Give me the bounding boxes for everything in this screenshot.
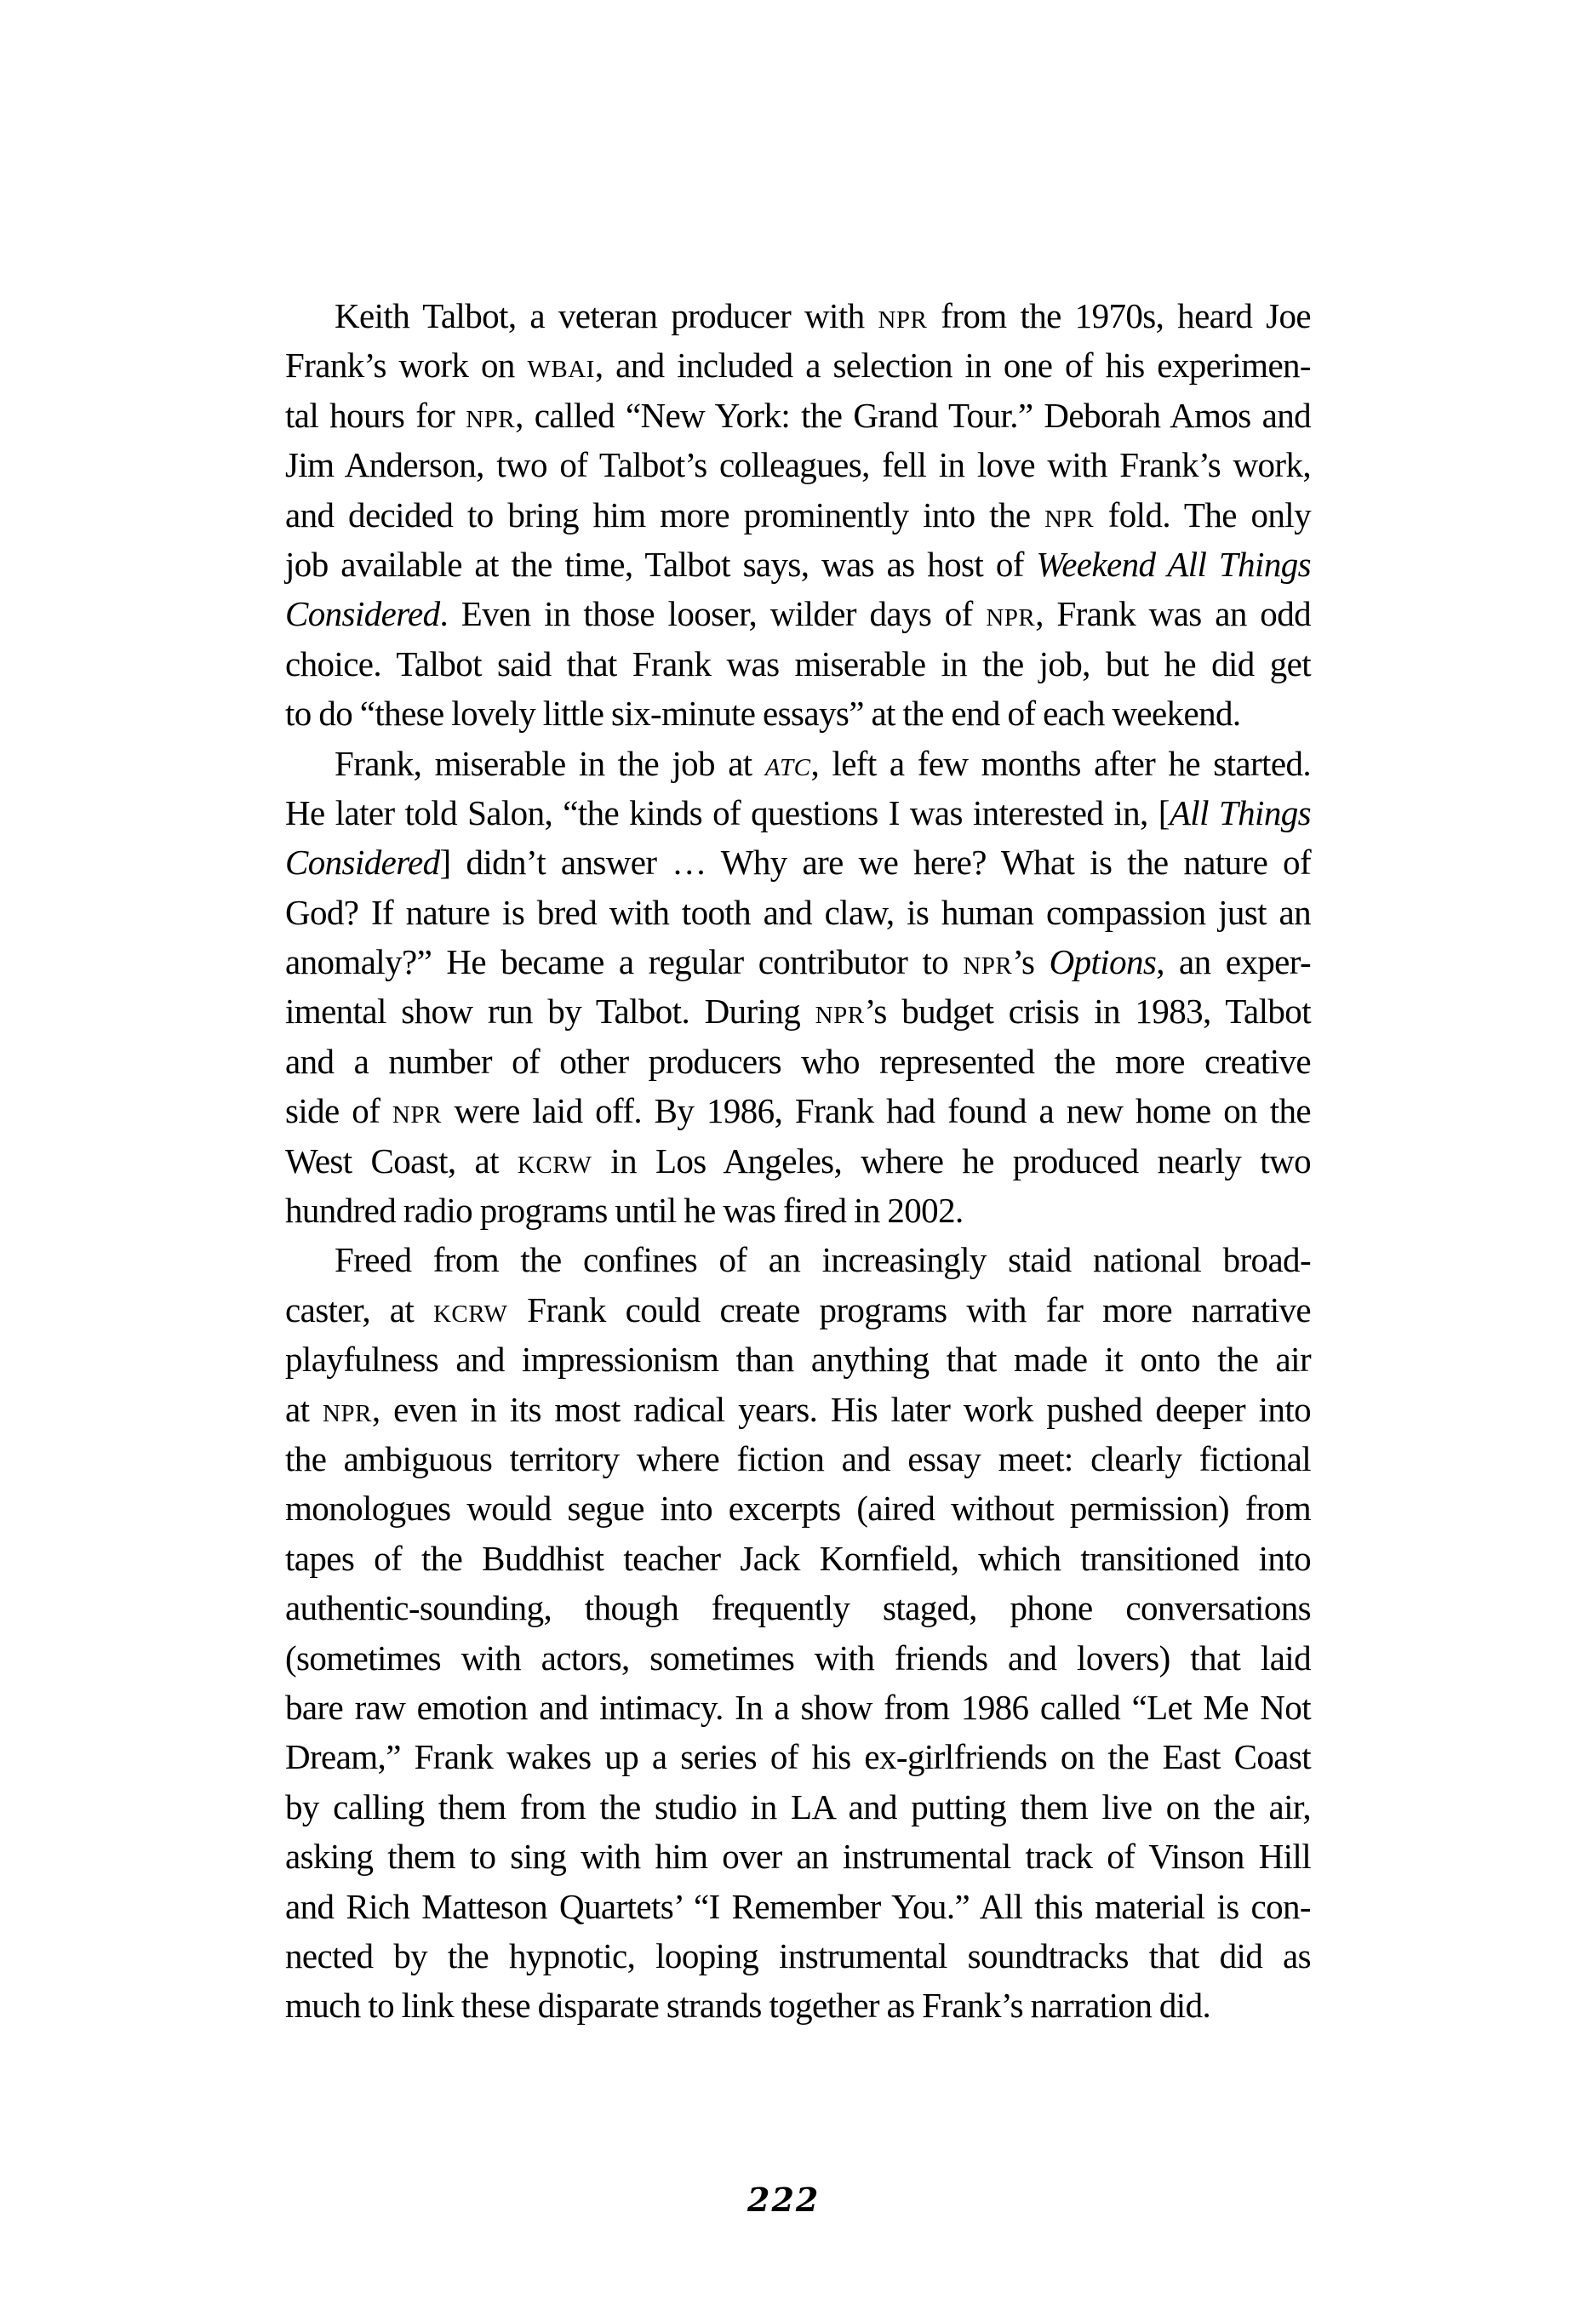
small-caps-text: npr (963, 942, 1013, 982)
italic-text: Weekend All Things (1036, 544, 1311, 584)
text-run: , Frank was an odd (1035, 594, 1311, 634)
small-caps-text: npr (322, 1389, 372, 1429)
text-run: to do “these lovely little six-minute essays” at the end of each weekend. (285, 694, 1241, 734)
text-line (285, 589, 1311, 638)
text-run: He later told Salon, “the kinds of questions I was interested in, [ (285, 792, 1170, 832)
text-run: , even in its most radical years. His later work pushed deeper into (371, 1389, 1312, 1429)
italic-text: Options (1049, 942, 1157, 982)
text-run: monologues would segue into excerpts (aired without permission) from (285, 1489, 1311, 1529)
text-line (285, 1633, 1311, 1683)
text-run: Frank’s work on (285, 346, 528, 386)
paragraph (285, 739, 1311, 1236)
text-run: asking them to sing with him over an instrumental track of Vinson Hill (285, 1837, 1311, 1877)
text-run: Frank could create programs with far more narrative (507, 1289, 1311, 1329)
text-line (285, 1385, 1311, 1434)
text-line (285, 837, 1311, 887)
text-run: in Los Angeles, where he produced nearly two (592, 1140, 1311, 1180)
text-line (285, 1832, 1311, 1881)
text-run: (sometimes with actors, sometimes with friends and lovers) that laid (285, 1638, 1311, 1678)
text-run: the ambiguous territory where fiction and essay meet: clearly fictional (285, 1438, 1311, 1478)
text-line (285, 639, 1311, 689)
text-run: Keith Talbot, a veteran producer with (335, 296, 878, 335)
text-line (285, 1235, 1311, 1284)
text-line (285, 1683, 1311, 1732)
small-caps-text: npr (1044, 494, 1095, 534)
small-caps-text: atc (764, 743, 811, 783)
italic-text: All Things (1169, 792, 1312, 832)
text-run: and decided to bring him more prominently into the (285, 494, 1045, 534)
text-line (285, 1335, 1311, 1384)
body-text (285, 291, 1311, 2031)
small-caps-text: npr (815, 992, 865, 1032)
text-line (285, 986, 1311, 1036)
text-run: at (285, 1389, 323, 1429)
text-run: imental show run by Talbot. During (285, 992, 815, 1032)
text-run: ] didn’t answer … Why are we here? What is the nature of (439, 843, 1311, 883)
text-run: much to link these disparate strands together as Frank’s narration did. (285, 1986, 1211, 2026)
text-run: from the 1970s, heard Joe (927, 296, 1311, 335)
text-run: authentic-sounding, though frequently staged, phone conversations (285, 1588, 1311, 1628)
text-run: , and included a selection in one of his experimen- (594, 346, 1311, 386)
text-run: job available at the time, Talbot says, was as host of (285, 544, 1037, 584)
text-line (285, 1037, 1311, 1086)
text-run: hundred radio programs until he was fired in 2002. (285, 1191, 964, 1231)
text-run: and Rich Matteson Quartets’ “I Remember You.” All this material is con- (285, 1886, 1311, 1926)
text-line (285, 1483, 1311, 1533)
text-line (285, 340, 1311, 390)
small-caps-text: npr (986, 594, 1036, 634)
text-line (285, 391, 1311, 440)
text-line (285, 888, 1311, 937)
text-run: West Coast, at (285, 1140, 518, 1180)
text-line (285, 1136, 1311, 1186)
text-line (285, 1186, 1311, 1235)
italic-text: Considered (285, 843, 440, 883)
text-run: nected by the hypnotic, looping instrumental soundtracks that did as (285, 1935, 1311, 1975)
text-line (285, 1782, 1311, 1832)
text-run: Freed from the confines of an increasingly staid national broad- (335, 1240, 1311, 1280)
small-caps-text: wbai (527, 346, 595, 386)
text-line (285, 1534, 1311, 1583)
text-run: side of (285, 1091, 392, 1131)
text-line (285, 739, 1311, 788)
text-run: were laid off. By 1986, Frank had found a new home on the (441, 1091, 1312, 1131)
text-run: Frank, miserable in the job at (335, 743, 765, 783)
text-run: . Even in those looser, wilder days of (439, 594, 987, 634)
text-line (285, 291, 1311, 340)
paragraph (285, 1235, 1311, 2030)
italic-text: Considered (285, 594, 440, 634)
text-run: , an exper- (1156, 942, 1312, 982)
text-run: fold. The only (1094, 494, 1311, 534)
small-caps-text: npr (392, 1091, 442, 1131)
small-caps-text: kcrw (517, 1140, 592, 1180)
text-run: anomaly?” He became a regular contributor to (285, 942, 964, 982)
text-line (285, 490, 1311, 540)
text-run: bare raw emotion and intimacy. In a show from 1986 called “Let Me Not (285, 1687, 1311, 1727)
text-line (285, 1583, 1311, 1632)
text-run: , left a few months after he started. (810, 743, 1311, 783)
text-run: caster, at (285, 1289, 433, 1329)
paragraph (285, 291, 1311, 739)
text-run: Jim Anderson, two of Talbot’s colleagues, fell in love with Frank’s work, (285, 445, 1311, 485)
text-line (285, 1732, 1311, 1781)
small-caps-text: npr (878, 296, 928, 335)
text-line (285, 540, 1311, 589)
text-run: and a number of other producers who represented the more creative (285, 1041, 1311, 1081)
text-line (285, 1086, 1311, 1135)
text-run: tal hours for (285, 395, 466, 435)
text-line (285, 689, 1311, 738)
text-line (285, 788, 1311, 837)
text-run: choice. Talbot said that Frank was miserable in the job, but he did get (285, 643, 1311, 683)
text-line (285, 937, 1311, 986)
text-run: Dream,” Frank wakes up a series of his ex-girlfriends on the East Coast (285, 1737, 1311, 1777)
text-line (285, 1931, 1311, 1981)
text-line (285, 1434, 1311, 1483)
text-line (285, 1981, 1311, 2030)
text-run: ’s (1012, 942, 1050, 982)
text-run: ’s budget crisis in 1983, Talbot (864, 992, 1311, 1032)
text-line (285, 1285, 1311, 1335)
small-caps-text: npr (466, 395, 516, 435)
text-run: , called “New York: the Grand Tour.” Deborah Amos and (515, 395, 1311, 435)
text-run: playfulness and impressionism than anything that made it onto the air (285, 1340, 1311, 1380)
text-run: by calling them from the studio in LA and putting them live on the air, (285, 1786, 1311, 1826)
text-line (285, 1882, 1311, 1931)
text-run: God? If nature is bred with tooth and claw, is human compassion just an (285, 892, 1311, 932)
small-caps-text: kcrw (432, 1289, 508, 1329)
page-number: 222 (747, 2181, 821, 2219)
text-line (285, 440, 1311, 489)
text-run: tapes of the Buddhist teacher Jack Kornfield, which transitioned into (285, 1538, 1311, 1578)
